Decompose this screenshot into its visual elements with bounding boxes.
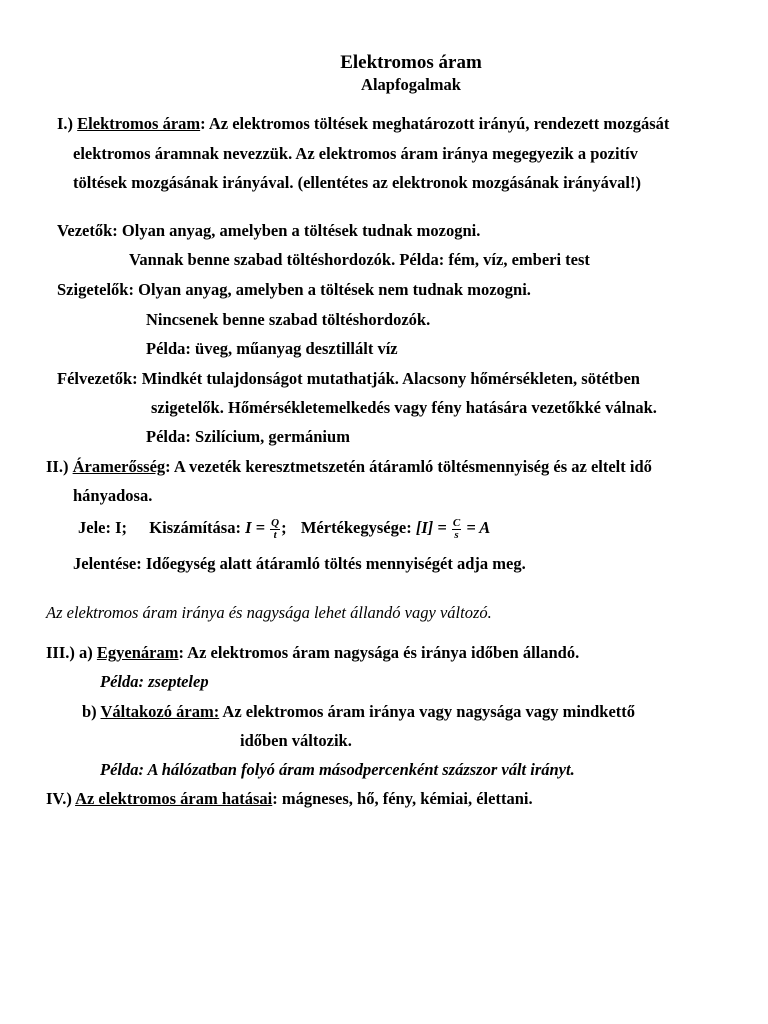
page-subtitle: Alapfogalmak [361, 75, 461, 94]
section-3-b-prefix: b) [82, 702, 97, 721]
meaning-line: Jelentése: Időegység alatt átáramló töltés mennyiségét adja meg. [73, 554, 526, 573]
direction-note: Az elektromos áram iránya és nagysága lehet állandó vagy változó. [46, 603, 492, 622]
section-3-b-example: Példa: A hálózatban folyó áram másodpercenként százszor vált irányt. [100, 760, 575, 779]
symbol-label: Jele: I; [78, 518, 128, 537]
section-3-line-1 [46, 643, 579, 663]
section-1-line-1 [57, 114, 669, 134]
section-2-line-2: hányadosa. [73, 486, 153, 505]
section-3-a-example: Példa: zseptelep [100, 672, 209, 691]
formula-line [78, 514, 490, 542]
unit-fraction [452, 518, 461, 541]
section-3-a-text: : Az elektromos áram nagysága és iránya időben állandó. [178, 643, 580, 662]
unit-rhs: = A [466, 518, 491, 537]
calc-lhs: I = [245, 518, 266, 537]
section-1-number: I.) [57, 114, 74, 133]
section-2-term: Áramerősség [72, 457, 166, 476]
section-1-line-2: elektromos áramnak nevezzük. Az elektromos áram iránya megegyezik a pozitív [73, 144, 638, 163]
unit-label: Mértékegysége: [300, 518, 412, 537]
section-4-text: : mágneses, hő, fény, kémiai, élettani. [272, 789, 533, 808]
section-3-b-line-1 [82, 702, 635, 722]
section-4-term: Az elektromos áram hatásai [75, 789, 273, 808]
calc-numerator: Q [271, 516, 280, 529]
section-3-number: III.) a) [46, 643, 93, 662]
unit-numerator: C [452, 516, 461, 529]
semiconductors-line-1: Félvezetők: Mindkét tulajdonságot mutathatják. Alacsony hőmérsékleten, sötétben [57, 369, 640, 388]
semiconductors-line-2: szigetelők. Hőmérsékletemelkedés vagy fény hatására vezetőkké válnak. [151, 398, 657, 417]
unit-denominator: s [454, 528, 459, 541]
page-title: Elektromos áram [340, 52, 482, 73]
conductors-line-2: Vannak benne szabad töltéshordozók. Példa: fém, víz, emberi test [129, 250, 590, 269]
section-3-b-line-2: időben változik. [240, 731, 352, 750]
insulators-line-2: Nincsenek benne szabad töltéshordozók. [146, 310, 431, 329]
calc-label: Kiszámítása: [149, 518, 241, 537]
calc-end: ; [281, 518, 287, 537]
insulators-line-3: Példa: üveg, műanyag desztillált víz [146, 339, 398, 358]
insulators-line-1: Szigetelők: Olyan anyag, amelyben a töltések nem tudnak mozogni. [57, 280, 531, 299]
calc-denominator: t [273, 528, 277, 541]
section-1-line-3: töltések mozgásának irányával. (ellentétes az elektronok mozgásának irányával!) [73, 173, 641, 192]
section-2-line-1-text: : A vezeték keresztmetszetén átáramló töltésmennyiség és az eltelt idő [165, 457, 652, 476]
section-2-number: II.) [46, 457, 69, 476]
section-3-b-text: Az elektromos áram iránya vagy nagysága vagy mindkettő [219, 702, 636, 721]
section-1-line-1-text: : Az elektromos töltések meghatározott irányú, rendezett mozgását [200, 114, 670, 133]
unit-lhs: [I] = [415, 518, 447, 537]
section-4-line [46, 789, 533, 809]
section-2-line-1 [46, 457, 652, 477]
section-3-term-b: Váltakozó áram: [100, 702, 220, 721]
section-1-term: Elektromos áram [77, 114, 201, 133]
calc-fraction [270, 518, 280, 541]
section-4-number: IV.) [46, 789, 72, 808]
semiconductors-line-3: Példa: Szilícium, germánium [146, 427, 350, 446]
conductors-line-1: Vezetők: Olyan anyag, amelyben a töltések tudnak mozogni. [57, 221, 481, 240]
section-3-term-a: Egyenáram [96, 643, 179, 662]
